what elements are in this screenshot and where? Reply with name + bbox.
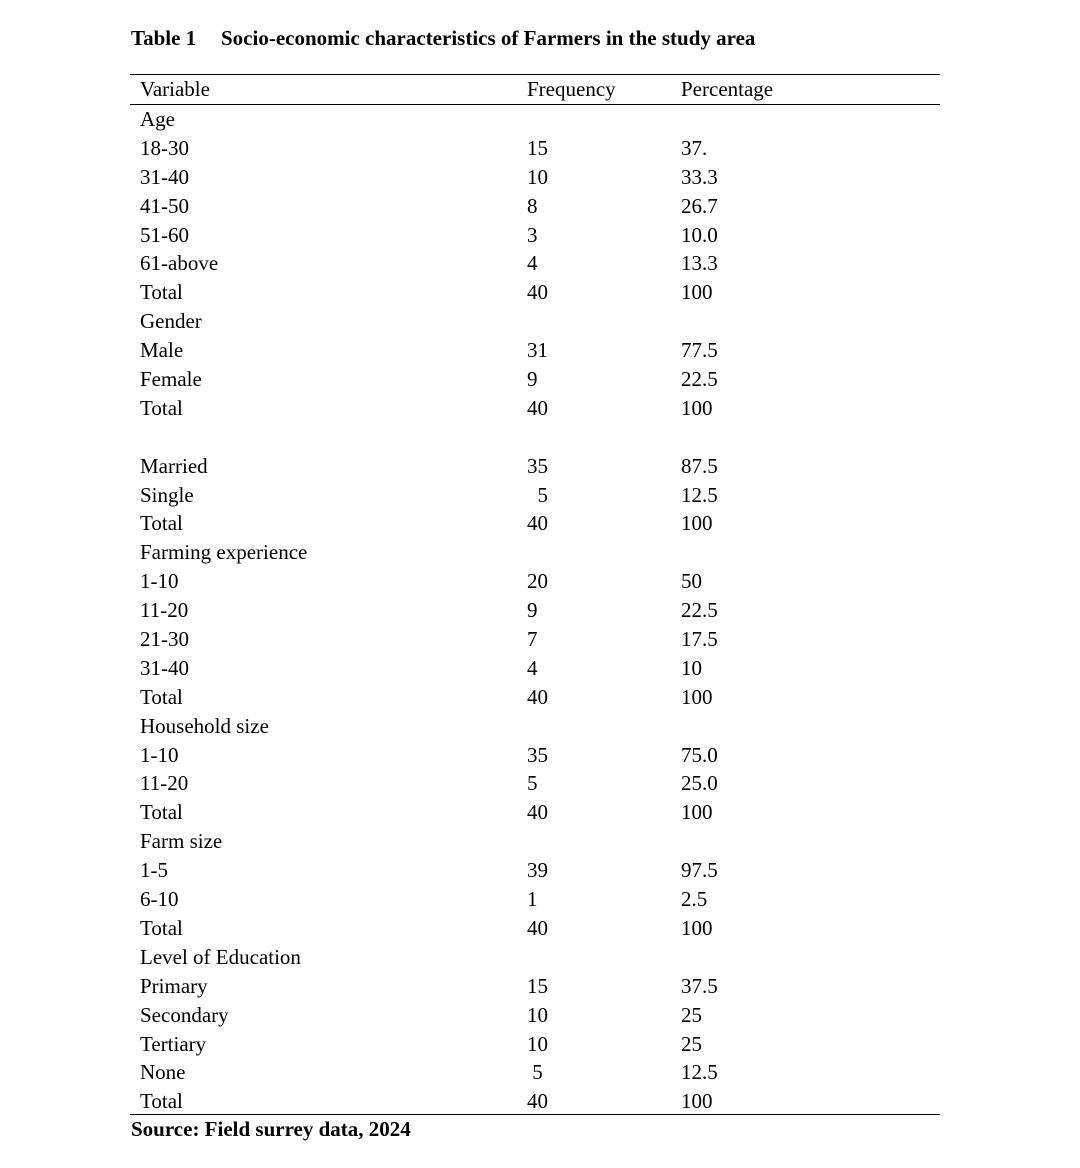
cell-frequency: 8: [527, 193, 538, 218]
cell-percentage: 10.0: [681, 222, 718, 247]
cell-frequency: 31: [527, 338, 548, 363]
table-row: [0, 741, 1080, 770]
cell-variable: Farm size: [140, 829, 223, 854]
cell-variable: 21-30: [140, 627, 189, 652]
table-row: [0, 567, 1080, 596]
table-row: [0, 336, 1080, 365]
cell-frequency: 40: [527, 395, 548, 420]
cell-variable: 6-10: [140, 887, 179, 912]
cell-percentage: 12.5: [681, 482, 718, 507]
table-row: [0, 798, 1080, 827]
cell-percentage: 2.5: [681, 887, 708, 912]
cell-variable: Married: [140, 453, 208, 478]
cell-variable: Male: [140, 338, 184, 363]
cell-percentage: 100: [681, 684, 713, 709]
cell-percentage: 100: [681, 395, 713, 420]
table-row: [0, 394, 1080, 423]
header-frequency: Frequency: [527, 77, 616, 101]
table-row: [0, 1058, 1080, 1087]
table-caption: [131, 26, 755, 51]
cell-frequency: 10: [527, 164, 548, 189]
cell-variable: Total: [140, 280, 183, 305]
table-title: Socio-economic characteristics of Farmers in the study area: [221, 26, 756, 50]
cell-percentage: 33.3: [681, 164, 718, 189]
cell-variable: 18-30: [140, 135, 189, 160]
cell-percentage: 37.: [681, 135, 708, 160]
cell-variable: Household size: [140, 713, 269, 738]
cell-frequency: 5: [527, 482, 548, 507]
header-percentage: Percentage: [681, 77, 774, 101]
table-number: Table 1: [131, 26, 197, 50]
cell-frequency: 3: [527, 222, 538, 247]
cell-frequency: 4: [527, 251, 538, 276]
cell-frequency: 9: [527, 598, 538, 623]
cell-variable: Total: [140, 395, 183, 420]
cell-variable: Tertiary: [140, 1031, 207, 1056]
cell-frequency: 4: [527, 655, 538, 680]
table-row: [0, 943, 1080, 972]
cell-variable: Female: [140, 367, 202, 392]
cell-frequency: 5: [527, 771, 538, 796]
table-row: [0, 769, 1080, 798]
cell-percentage: 10: [681, 655, 702, 680]
cell-variable: Total: [140, 915, 183, 940]
table-row: [0, 625, 1080, 654]
table-row: [0, 712, 1080, 741]
table-row: [0, 885, 1080, 914]
table-row: [0, 423, 1080, 452]
cell-frequency: 10: [527, 1002, 548, 1027]
cell-percentage: 26.7: [681, 193, 718, 218]
cell-variable: Total: [140, 800, 183, 825]
cell-variable: Single: [140, 482, 194, 507]
cell-variable: 41-50: [140, 193, 189, 218]
cell-variable: 1-10: [140, 742, 179, 767]
cell-percentage: 97.5: [681, 858, 718, 883]
cell-variable: 31-40: [140, 164, 189, 189]
table-row: [0, 249, 1080, 278]
table-row: [0, 914, 1080, 943]
cell-percentage: 25: [681, 1002, 702, 1027]
cell-frequency: 40: [527, 800, 548, 825]
cell-variable: Farming experience: [140, 540, 308, 565]
table-row: [0, 654, 1080, 683]
cell-percentage: 100: [681, 1089, 713, 1114]
header-variable: Variable: [140, 77, 210, 101]
cell-variable: Total: [140, 684, 183, 709]
table-row: [0, 134, 1080, 163]
cell-percentage: 22.5: [681, 367, 718, 392]
cell-variable: 51-60: [140, 222, 189, 247]
cell-variable: Level of Education: [140, 944, 301, 969]
table-row: [0, 972, 1080, 1001]
table-top-rule: [130, 74, 940, 75]
cell-percentage: 100: [681, 280, 713, 305]
cell-frequency: 35: [527, 742, 548, 767]
cell-frequency: 10: [527, 1031, 548, 1056]
cell-frequency: 39: [527, 858, 548, 883]
cell-frequency: 40: [527, 1089, 548, 1114]
table-row: [0, 509, 1080, 538]
table-row: [0, 192, 1080, 221]
cell-variable: Primary: [140, 973, 208, 998]
table-row: [0, 307, 1080, 336]
cell-frequency: 5: [527, 1060, 543, 1085]
table-row: [0, 105, 1080, 134]
table-row: [0, 596, 1080, 625]
cell-variable: 11-20: [140, 771, 189, 796]
cell-percentage: 87.5: [681, 453, 718, 478]
table-source-note: Source: Field surrey data, 2024: [131, 1117, 411, 1141]
cell-variable: Age: [140, 107, 175, 131]
cell-frequency: 15: [527, 135, 548, 160]
cell-percentage: 17.5: [681, 627, 718, 652]
cell-percentage: 25: [681, 1031, 702, 1056]
cell-frequency: 20: [527, 569, 548, 594]
cell-variable: Total: [140, 1089, 183, 1114]
cell-frequency: 1: [527, 887, 538, 912]
cell-variable: Total: [140, 511, 183, 536]
table-row: [0, 1030, 1080, 1059]
cell-percentage: 25.0: [681, 771, 718, 796]
table-row: [0, 683, 1080, 712]
table-row: [0, 221, 1080, 250]
cell-variable: None: [140, 1060, 186, 1085]
table-row: [0, 452, 1080, 481]
cell-variable: 61-above: [140, 251, 219, 276]
cell-frequency: 40: [527, 915, 548, 940]
table-row: [0, 538, 1080, 567]
cell-percentage: 77.5: [681, 338, 718, 363]
table-row: [0, 856, 1080, 885]
cell-percentage: 13.3: [681, 251, 718, 276]
cell-variable: 11-20: [140, 598, 189, 623]
cell-variable: Secondary: [140, 1002, 229, 1027]
cell-percentage: 37.5: [681, 973, 718, 998]
cell-variable: 31-40: [140, 655, 189, 680]
cell-percentage: 50: [681, 569, 702, 594]
cell-percentage: 22.5: [681, 598, 718, 623]
cell-variable: 1-10: [140, 569, 179, 594]
cell-percentage: 12.5: [681, 1060, 718, 1085]
table-body: [0, 105, 1080, 1116]
table-row: [0, 481, 1080, 510]
cell-variable: 1-5: [140, 858, 168, 883]
cell-frequency: 40: [527, 684, 548, 709]
cell-frequency: 40: [527, 511, 548, 536]
cell-percentage: 75.0: [681, 742, 718, 767]
cell-percentage: 100: [681, 511, 713, 536]
cell-variable: Gender: [140, 309, 202, 334]
table-row: [0, 1087, 1080, 1116]
cell-percentage: 100: [681, 800, 713, 825]
table-row: [0, 365, 1080, 394]
cell-frequency: 35: [527, 453, 548, 478]
table-row: [0, 827, 1080, 856]
table-row: [0, 1001, 1080, 1030]
table-row: [0, 163, 1080, 192]
cell-frequency: 15: [527, 973, 548, 998]
cell-frequency: 7: [527, 627, 538, 652]
cell-frequency: 9: [527, 367, 538, 392]
table-bottom-rule: [130, 1114, 940, 1115]
table-row: [0, 278, 1080, 307]
cell-frequency: 40: [527, 280, 548, 305]
cell-percentage: 100: [681, 915, 713, 940]
